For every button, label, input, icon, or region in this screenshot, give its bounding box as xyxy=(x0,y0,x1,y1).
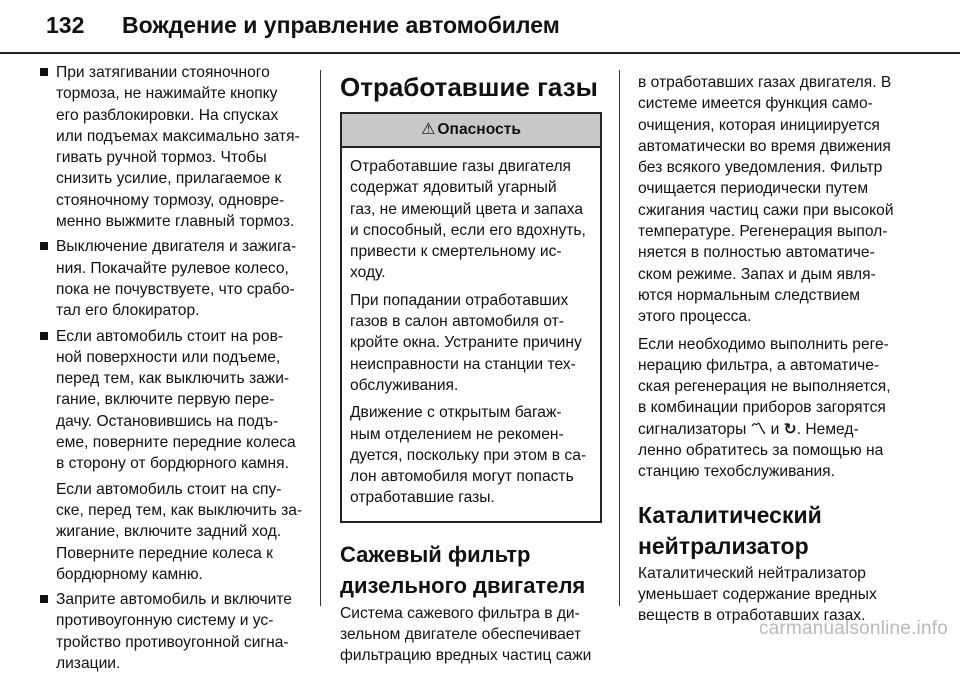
page-number: 132 xyxy=(46,12,85,38)
header-divider xyxy=(0,52,960,54)
bullet-item xyxy=(40,589,306,674)
text-line: веществ в отработавших газах. xyxy=(638,607,866,625)
watermark: carmanualsonline.info xyxy=(758,618,948,639)
text-line: этого процесса. xyxy=(638,308,752,326)
text-line: перед тем, как выключить зажи- xyxy=(56,370,290,388)
text-line: ной поверхности или подъеме, xyxy=(56,348,281,366)
text-line: Поверните передние колеса к xyxy=(56,544,273,562)
text-line: няется в полностью автоматиче- xyxy=(638,244,875,262)
text-line: ходу. xyxy=(350,264,386,282)
bullet-item xyxy=(40,236,306,321)
glow-plug-indicator-icon: 〽 xyxy=(750,420,767,438)
text-line: еме, поверните передние колеса xyxy=(56,434,296,452)
text-line: ском режиме. Запах и дым явля- xyxy=(638,265,876,283)
warning-header xyxy=(342,114,600,148)
text-line: противоугонную систему и ус- xyxy=(56,612,274,630)
text-line: в комбинации приборов загорятся xyxy=(638,399,886,417)
text-line: его разблокировки. На спусках xyxy=(56,106,279,124)
text-line: Если необходимо выполнить реге- xyxy=(638,335,889,353)
danger-warning-box xyxy=(340,112,602,523)
text-line: системе имеется функция само- xyxy=(638,95,873,113)
text-line: или подъемах максимально затя- xyxy=(56,127,300,145)
text-line: ния. Покачайте рулевое колесо, xyxy=(56,259,289,277)
paragraph xyxy=(638,563,908,627)
text-line: отработавшие газы. xyxy=(350,489,495,507)
page-header xyxy=(0,0,960,46)
warning-title: Опасность xyxy=(437,121,521,139)
text-line: в сторону от бордюрного камня. xyxy=(56,455,289,473)
text-line: При попадании отработавших xyxy=(350,291,569,309)
inline-text: сигнализаторы xyxy=(638,420,747,438)
paragraph xyxy=(340,603,602,667)
text-line: газ, не имеющий цвета и запаха xyxy=(350,200,584,218)
text-line: кройте окна. Устраните причину xyxy=(350,334,582,352)
check-engine-indicator-icon: ↻ xyxy=(783,420,797,438)
bullet-item xyxy=(40,326,306,475)
text-line: и способный, если его вдохнуть, xyxy=(350,221,586,239)
bullet-square-icon xyxy=(40,332,48,340)
text-line: станцию техобслуживания. xyxy=(638,463,835,481)
column-divider xyxy=(320,70,321,606)
column-2 xyxy=(340,62,602,673)
text-line-with-icons xyxy=(638,419,908,440)
bullet-square-icon xyxy=(40,242,48,250)
text-line: Если автомобиль стоит на ров- xyxy=(56,327,284,345)
warning-paragraph xyxy=(350,156,592,284)
text-line: бордюрному камню. xyxy=(56,565,203,583)
text-line: фильтрацию вредных частиц сажи xyxy=(340,647,592,665)
text-line: жигание, включите задний ход. xyxy=(56,523,282,541)
column-1 xyxy=(40,62,306,678)
text-line: снизить усилие, прилагаемое к xyxy=(56,170,282,188)
bullet-square-icon xyxy=(40,68,48,76)
page-title: Вождение и управление автомобилем xyxy=(122,12,560,38)
text-line: в отработавших газах двигателя. В xyxy=(638,74,892,91)
text-line: содержат ядовитый угарный xyxy=(350,179,557,197)
text-line: температуре. Регенерация выпол- xyxy=(638,223,888,241)
indented-paragraph xyxy=(40,479,306,585)
text-line: Если автомобиль стоит на спу- xyxy=(56,480,282,498)
text-line: Отработавшие газы двигателя xyxy=(350,158,571,175)
text-line: ская регенерация не выполняется, xyxy=(638,378,891,396)
column-3 xyxy=(638,62,908,633)
text-line: лизации. xyxy=(56,655,121,673)
text-line: тал его блокиратор. xyxy=(56,302,200,320)
warning-paragraph xyxy=(350,402,592,508)
paragraph xyxy=(638,334,908,483)
warning-triangle-icon: ⚠ xyxy=(421,121,436,139)
text-line: уменьшает содержание вредных xyxy=(638,585,877,603)
text-line: При затягивании стояночного xyxy=(56,64,270,81)
text-line: автоматически во время движения xyxy=(638,137,891,155)
warning-paragraph xyxy=(350,290,592,396)
text-line: ным отделением не рекомен- xyxy=(350,425,564,443)
text-line: без всякого уведомления. Фильтр xyxy=(638,159,883,177)
text-line: менно выжмите главный тормоз. xyxy=(56,213,295,231)
bullet-item xyxy=(40,62,306,232)
inline-text: . Немед- xyxy=(796,420,859,438)
text-line: газов в салон автомобиля от- xyxy=(350,313,564,331)
section-heading-diesel-filter xyxy=(340,541,602,600)
heading-line: Сажевый фильтр xyxy=(340,541,531,567)
text-line: тройство противоугонной сигна- xyxy=(56,633,289,651)
text-line: гивать ручной тормоз. Чтобы xyxy=(56,149,267,167)
text-line: тормоза, не нажимайте кнопку xyxy=(56,85,278,103)
heading-line: нейтрализатор xyxy=(638,532,809,559)
section-heading-exhaust: Отработавшие газы xyxy=(340,72,598,102)
text-line: сжигания частиц сажи при высокой xyxy=(638,201,894,219)
text-line: Выключение двигателя и зажига- xyxy=(56,238,297,256)
text-line: Движение с открытым багаж- xyxy=(350,404,562,422)
heading-line: дизельного двигателя xyxy=(340,572,586,598)
text-line: Заприте автомобиль и включите xyxy=(56,591,292,609)
text-line: обслуживания. xyxy=(350,376,459,394)
text-line: очищения, которая инициируется xyxy=(638,116,880,134)
text-line: ленно обратитесь за помощью на xyxy=(638,442,884,460)
text-line: зельном двигателе обеспечивает xyxy=(340,626,582,644)
text-line: пока не почувствуете, что срабо- xyxy=(56,280,295,298)
heading-line: Каталитический xyxy=(638,501,822,528)
paragraph xyxy=(638,72,908,328)
text-line: привести к смертельному ис- xyxy=(350,243,562,261)
section-heading-catalytic-converter xyxy=(638,501,908,560)
text-line: дачу. Остановившись на подъ- xyxy=(56,412,279,430)
text-line: нерацию фильтра, а автоматиче- xyxy=(638,356,880,374)
warning-body xyxy=(342,148,600,521)
bullet-square-icon xyxy=(40,595,48,603)
text-line: Каталитический нейтрализатор xyxy=(638,564,866,582)
inline-text: и xyxy=(770,420,780,438)
text-line: Система сажевого фильтра в ди- xyxy=(340,604,580,622)
column-divider xyxy=(619,70,620,606)
text-line: ске, перед тем, как выключить за- xyxy=(56,501,303,519)
text-line: лон автомобиля могут попасть xyxy=(350,468,574,486)
text-line: очищается периодически путем xyxy=(638,180,869,198)
text-line: гание, включите первую пере- xyxy=(56,391,275,409)
text-line: дуется, поскольку при этом в са- xyxy=(350,446,587,464)
text-line: неисправности на станции тех- xyxy=(350,355,576,373)
text-line: ются нормальным следствием xyxy=(638,286,860,304)
text-line: стояночному тормозу, одновре- xyxy=(56,191,285,209)
